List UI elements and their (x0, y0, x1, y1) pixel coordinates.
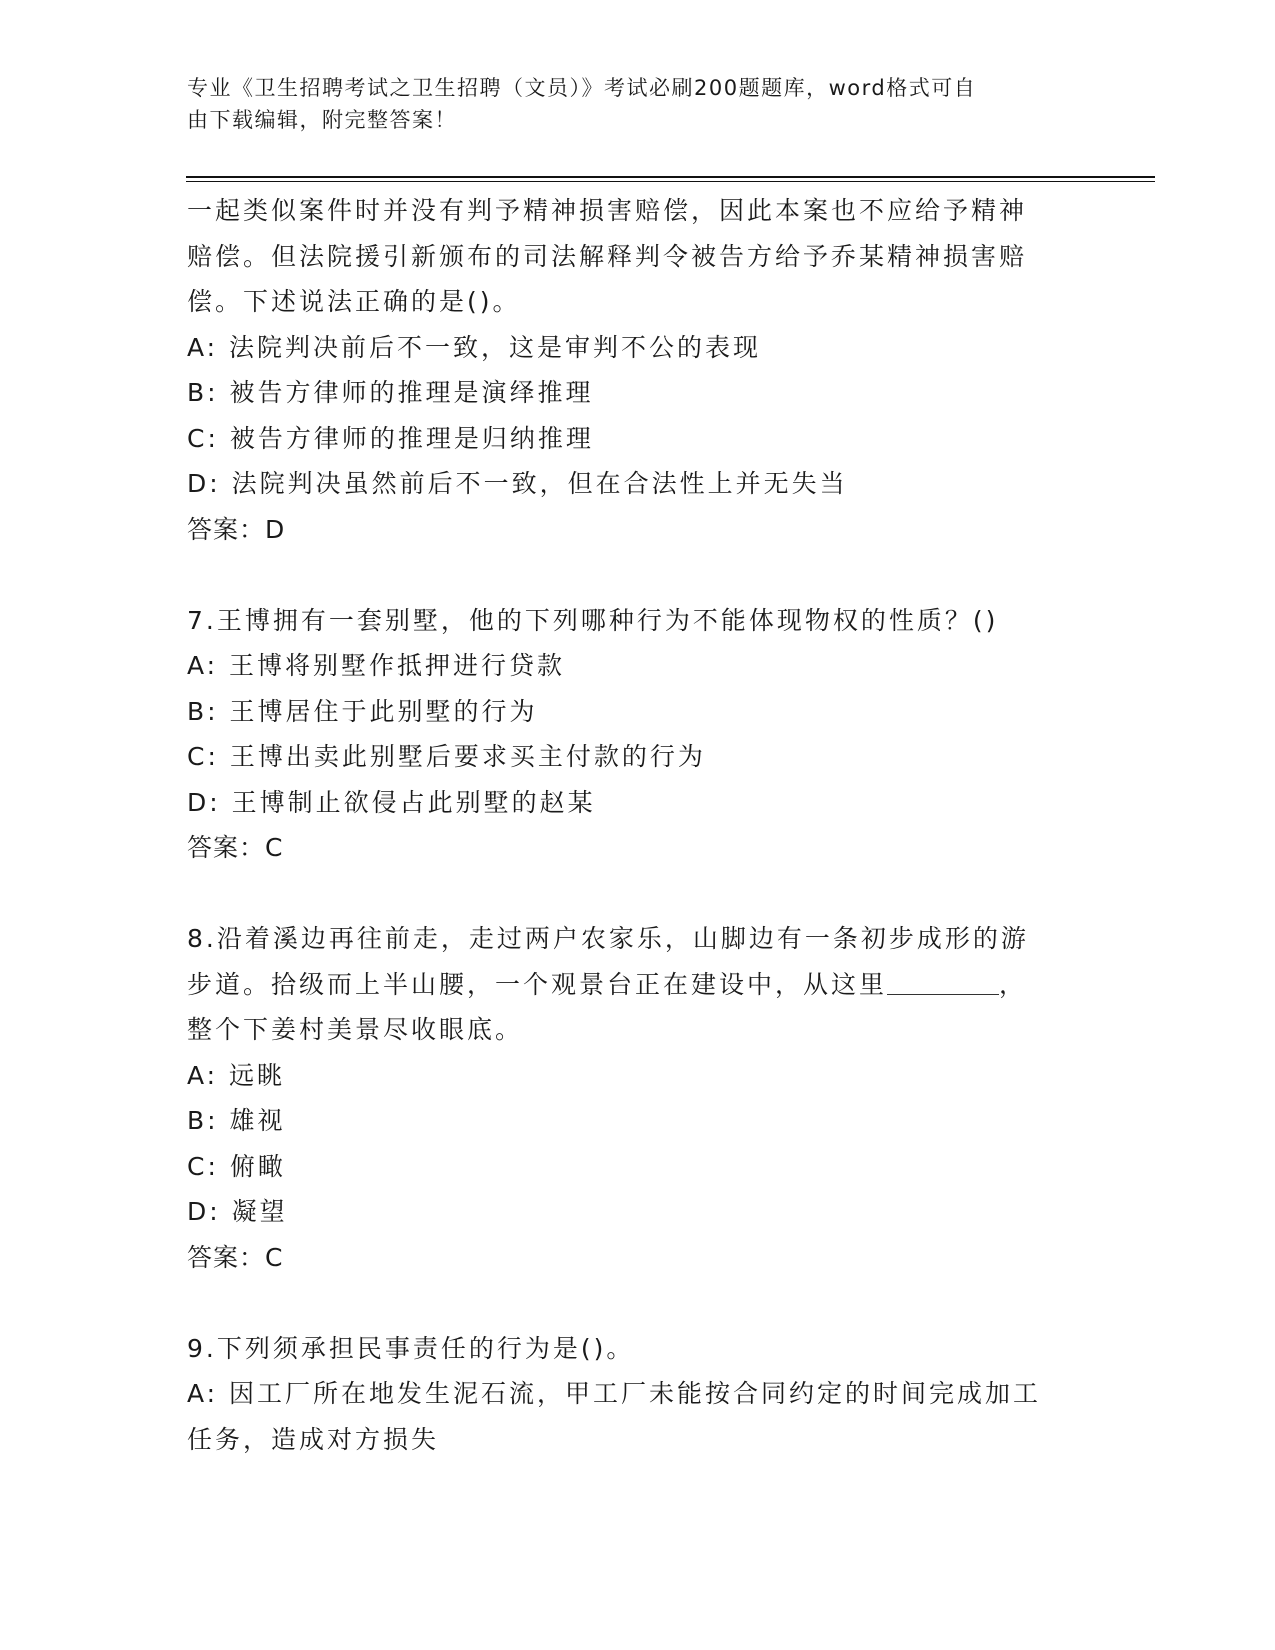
option-d: D: 凝望 (187, 1197, 288, 1226)
document-header (187, 72, 1067, 136)
question-text-line: 偿。下述说法正确的是()。 (187, 287, 521, 316)
header-rule-thin (186, 181, 1155, 182)
question-text-segment: 步道。拾级而上半山腰，一个观景台正在建设中，从这里 (187, 969, 888, 999)
option-b: B: 雄视 (187, 1106, 286, 1135)
option-b: B: 被告方律师的推理是演绎推理 (187, 378, 594, 407)
spacer (187, 871, 1087, 917)
question-6 (187, 188, 1087, 552)
option-b: B: 王博居住于此别墅的行为 (187, 696, 538, 726)
option-a: A: 远眺 (187, 1060, 286, 1090)
question-text-line: 一起类似案件时并没有判予精神损害赔偿，因此本案也不应给予精神 (187, 196, 1028, 225)
answer-line: 答案：D (187, 514, 286, 544)
option-d: D: 法院判决虽然前后不一致，但在合法性上并无失当 (187, 469, 848, 498)
option-a: A: 王博将别墅作抵押进行贷款 (187, 651, 566, 680)
question-9 (187, 1326, 1087, 1463)
option-a: A: 法院判决前后不一致，这是审判不公的表现 (187, 332, 762, 362)
question-text-line: 整个下姜村美景尽收眼底。 (187, 1015, 524, 1044)
option-c: C: 王博出卖此别墅后要求买主付款的行为 (187, 742, 706, 771)
question-text-segment: ， (999, 969, 1028, 999)
question-text-line (187, 962, 1087, 1008)
question-7 (187, 598, 1087, 871)
question-text-line: 8.沿着溪边再往前走，走过两户农家乐，山脚边有一条初步成形的游 (187, 924, 1029, 953)
answer-line: 答案：C (187, 833, 284, 862)
option-c: C: 被告方律师的推理是归纳推理 (187, 423, 594, 453)
option-c: C: 俯瞰 (187, 1151, 286, 1181)
document-body (187, 188, 1087, 1462)
spacer (187, 552, 1087, 598)
fill-in-blank (887, 970, 999, 995)
spacer (187, 1280, 1087, 1326)
header-line-1: 专业《卫生招聘考试之卫生招聘（文员）》考试必刷200题题库，word格式可自 (187, 76, 977, 100)
option-a-continued: 任务，造成对方损失 (187, 1424, 440, 1454)
option-d: D: 王博制止欲侵占此别墅的赵某 (187, 787, 596, 817)
answer-line: 答案：C (187, 1242, 284, 1272)
header-rule-thick (186, 176, 1155, 178)
question-text-line: 赔偿。但法院援引新颁布的司法解释判令被告方给予乔某精神损害赔 (187, 241, 1028, 271)
header-line-2: 由下载编辑，附完整答案！ (187, 108, 457, 132)
question-8 (187, 916, 1087, 1280)
option-a: A: 因工厂所在地发生泥石流，甲工厂未能按合同约定的时间完成加工 (187, 1379, 1042, 1408)
question-text-line: 7.王博拥有一套别墅，他的下列哪种行为不能体现物权的性质？() (187, 605, 999, 635)
question-text-line: 9.下列须承担民事责任的行为是()。 (187, 1333, 635, 1363)
